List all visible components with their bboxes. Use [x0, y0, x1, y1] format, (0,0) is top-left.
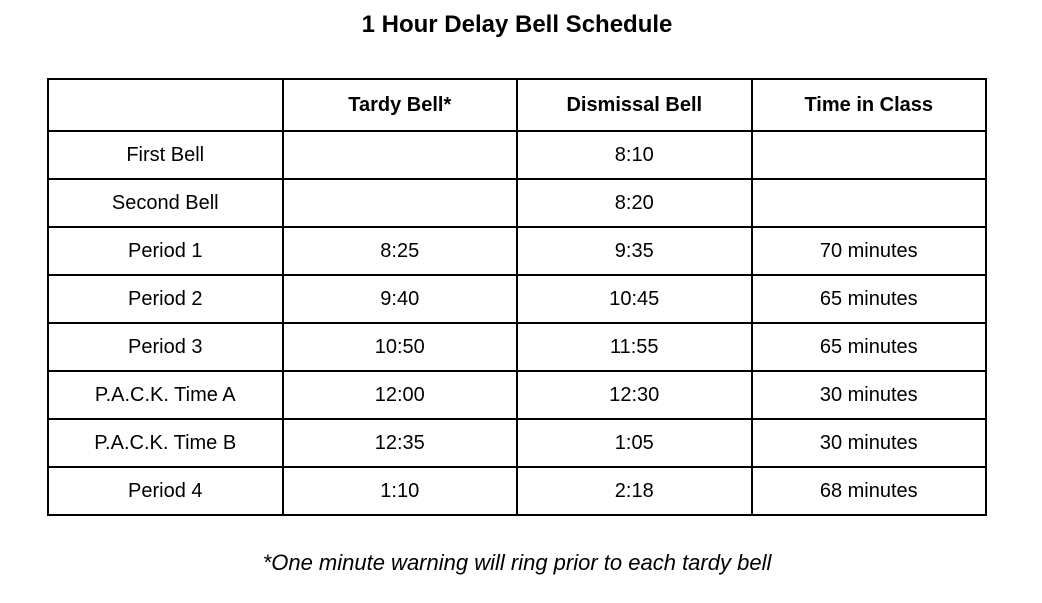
dismissal-bell-cell: 2:18 [517, 467, 752, 515]
header-cell-blank [48, 79, 283, 131]
tardy-bell-cell: 12:00 [283, 371, 518, 419]
dismissal-bell-cell: 8:10 [517, 131, 752, 179]
row-label-cell: Period 3 [48, 323, 283, 371]
table-row [48, 179, 986, 227]
dismissal-bell-cell: 11:55 [517, 323, 752, 371]
dismissal-bell-cell: 9:35 [517, 227, 752, 275]
tardy-bell-cell: 10:50 [283, 323, 518, 371]
tardy-bell-cell: 9:40 [283, 275, 518, 323]
table-header-row [48, 79, 986, 131]
table-row [48, 323, 986, 371]
time-in-class-cell: 65 minutes [752, 323, 987, 371]
table-row [48, 131, 986, 179]
tardy-bell-cell: 8:25 [283, 227, 518, 275]
table-row [48, 467, 986, 515]
bell-schedule-table [47, 78, 987, 516]
table-row [48, 371, 986, 419]
time-in-class-cell: 68 minutes [752, 467, 987, 515]
row-label-cell: First Bell [48, 131, 283, 179]
page-title: 1 Hour Delay Bell Schedule [361, 11, 673, 38]
dismissal-bell-cell: 8:20 [517, 179, 752, 227]
row-label-cell: Period 2 [48, 275, 283, 323]
table-row [48, 227, 986, 275]
header-cell-tardy-bell: Tardy Bell* [283, 79, 518, 131]
table-row [48, 275, 986, 323]
row-label-cell: Second Bell [48, 179, 283, 227]
row-label-cell: Period 4 [48, 467, 283, 515]
dismissal-bell-cell: 1:05 [517, 419, 752, 467]
tardy-bell-cell: 12:35 [283, 419, 518, 467]
time-in-class-cell: 65 minutes [752, 275, 987, 323]
tardy-bell-cell [283, 179, 518, 227]
row-label-cell: P.A.C.K. Time B [48, 419, 283, 467]
time-in-class-cell [752, 131, 987, 179]
table-row [48, 419, 986, 467]
row-label-cell: Period 1 [48, 227, 283, 275]
footnote: *One minute warning will ring prior to each tardy bell [262, 550, 772, 575]
header-cell-time-in-class: Time in Class [752, 79, 987, 131]
time-in-class-cell [752, 179, 987, 227]
time-in-class-cell: 70 minutes [752, 227, 987, 275]
table-body [48, 131, 986, 515]
header-cell-dismissal-bell: Dismissal Bell [517, 79, 752, 131]
tardy-bell-cell: 1:10 [283, 467, 518, 515]
dismissal-bell-cell: 10:45 [517, 275, 752, 323]
row-label-cell: P.A.C.K. Time A [48, 371, 283, 419]
dismissal-bell-cell: 12:30 [517, 371, 752, 419]
time-in-class-cell: 30 minutes [752, 371, 987, 419]
time-in-class-cell: 30 minutes [752, 419, 987, 467]
tardy-bell-cell [283, 131, 518, 179]
